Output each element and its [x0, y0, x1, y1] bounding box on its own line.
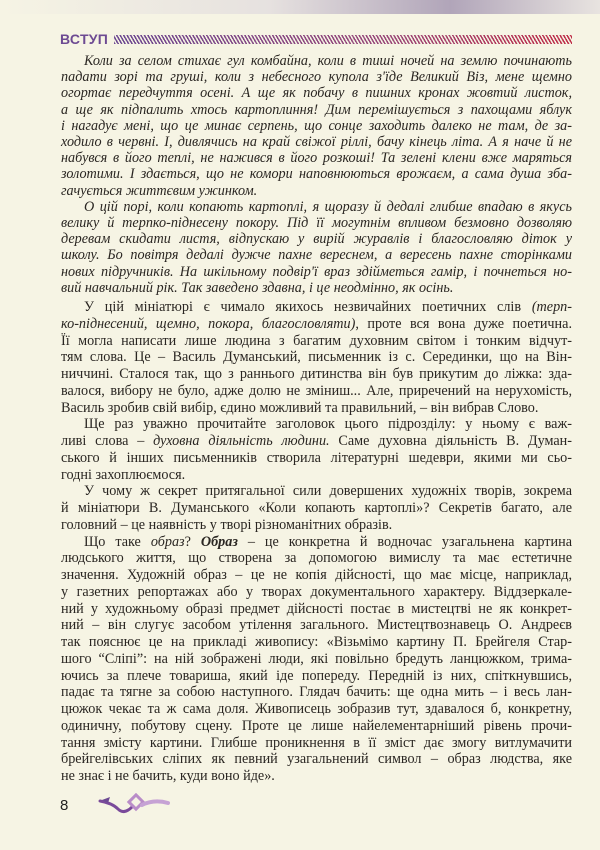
emphasized-text: ко-піднесений, щемно, покора, благословляти) — [61, 315, 356, 332]
text-line: огортає передчуття осені. А ще як побачу в пишних кронах жовтий листок, — [61, 85, 572, 102]
paragraph — [61, 299, 572, 416]
text-line: й мініатюри В. Думанського «Коли копають картоплі»? Секретів багато, але — [61, 500, 572, 517]
text-line: набувся в його теплі, не нажився в його розкоші! Та зелені клени вже маряться — [61, 150, 572, 167]
text-line: людського життя, що створена за допомогою вимислу та має естетичне — [61, 550, 572, 567]
text-line: ходило в червні. І, дивлячись на край свіжої ріллі, бачу кінець літа. А я наче й не — [61, 134, 572, 151]
text-line: Коли за селом стихає гул комбайна, коли в тиші ночей на землю починають — [84, 53, 572, 69]
text-line: вий навчальний рік. Так заведено здавна, і це неодмінно, як осінь. — [61, 279, 454, 296]
text-segment: , проте вся вона дуже поетична. — [355, 315, 572, 332]
text-line: падати зорі та груші, коли з небесного купола з'їде Великий Віз, мене щемно — [61, 69, 572, 86]
text-line: ючись за плече товариша, який іде попереду. Передній із них, спіткнувшись, — [61, 667, 572, 684]
header-stripe-divider — [114, 35, 572, 44]
emphasized-text: (терп- — [531, 299, 572, 316]
emphasized-text: образ — [150, 533, 185, 550]
text-line: годні захоплюємося. — [61, 466, 186, 483]
text-segment: Саме духовна діяльність В. Думан- — [329, 433, 572, 450]
page-body-text — [61, 53, 572, 785]
text-segment: ? — [184, 533, 201, 550]
text-line: головний – це наявність у творі різноманітних образів. — [61, 516, 393, 533]
paragraph — [61, 53, 572, 199]
section-header — [60, 30, 572, 48]
text-line: тання змісту картини. Глибше проникнення в її зміст дає змогу витлумачити — [61, 734, 572, 751]
text-line: ний у художньому образі предмет дійсності постає в мистецтві не як конкрет- — [61, 600, 572, 617]
text-line: гачується життєвим ужинком. — [61, 182, 258, 199]
emphasized-text: духовна діяльність людини. — [153, 433, 330, 450]
paragraph — [61, 483, 572, 533]
text-line: валося, вибору не було, адже долю не зміниш... Але, приречений на нерухомість, — [61, 382, 572, 399]
text-line: падає та тягне за собою наступного. Глядач бачить: ще одна мить – і весь лан- — [61, 684, 572, 701]
text-line: цюжок чекає та ж сама доля. Живописець зобразив тут, здавалося б, конкретну, — [61, 701, 572, 718]
text-line: ниччині. Сталося так, що з раннього дитинства він був прикутим до ліжка: зда- — [61, 366, 572, 383]
text-line — [61, 433, 572, 450]
text-line — [61, 534, 572, 551]
text-line: Ще раз уважно прочитайте заголовок цього підрозділу: у ньому є важ- — [84, 416, 572, 433]
paragraph — [61, 199, 572, 296]
text-segment: У цій мініатюрі є чимало якихось незвичайних поетичних слів — [84, 299, 532, 316]
page-footer — [60, 793, 170, 817]
text-line: так пояснює це на прикладі живопису: «Візьмімо картину П. Брейгеля Стар- — [61, 634, 572, 651]
text-line: У чому ж секрет притягальної сили довершених художніх творів, зокрема — [84, 483, 572, 500]
text-line: а ще як підпалить хтось картоплиння! Дим перемішується з пахощами яблук — [61, 101, 572, 118]
text-segment: ливі слова – — [61, 433, 154, 450]
text-line: деревам скидати листя, відпускаю у вирій журавлів і благословляю діток у — [61, 231, 572, 248]
text-line: ського й інших письменників створила літературні шедеври, якими ми сьо- — [61, 449, 572, 466]
page-number: 8 — [60, 796, 69, 814]
text-segment: – це конкретна й водночас узагальнена картина — [237, 533, 572, 550]
paragraph — [61, 534, 572, 785]
paragraph — [61, 416, 572, 483]
ornament-swirl-icon — [98, 793, 170, 817]
text-line: брейгелівських сліпих як певний узагальнений символ – образ людства, яке — [61, 751, 572, 768]
text-line: одиничну, побутову сцену. Проте це лише найелементарніший рівень прочи- — [61, 717, 572, 734]
text-line: ний – він слугує засобом утілення загального. Мистецтвознавець О. Андреєв — [61, 617, 572, 634]
text-line: О цій порі, коли копають картоплі, я щоразу й дедалі глибше впадаю в якусь — [84, 198, 572, 215]
text-line — [61, 299, 572, 316]
text-line: велику й терпко-піднесену покору. Під її могутнім впливом безмовно дозволяю — [61, 215, 572, 232]
text-line: значення. Художній образ – це не копія дійсності, що має місце, наприклад, — [61, 567, 572, 584]
text-line — [61, 316, 572, 333]
text-line: не знає і не бачить, куди воно йде». — [61, 768, 275, 785]
text-line: і нагадує мені, що це минає серпень, що сонце заходить далеко не там, де за- — [61, 117, 572, 134]
page-edge-shading — [0, 0, 600, 14]
text-line: золотими. І здається, що не комори наповнюються врожаєм, а сама душа зба- — [61, 166, 572, 183]
text-line: шого “Сліпі”: на ній зображені люди, які повільно бредуть ланцюжком, трима- — [61, 650, 572, 667]
emphasized-text: Образ — [200, 533, 238, 550]
text-line: тям слова. Це – Василь Думанський, письменник із с. Серединки, що на Він- — [61, 349, 572, 366]
text-line: у газетних репортажах або у творах документального характеру. Віддзеркале- — [61, 583, 572, 600]
text-segment: Що таке — [84, 533, 151, 550]
text-line: Василь зробив свій вибір, єдино можливий та правильний, – він вибрав Слово. — [61, 399, 539, 416]
text-line: школу. Бо повітря дедалі дужче пахне вереснем, а вересень пахне сторінками — [61, 247, 572, 264]
text-line: нових підручників. На шкільному подвір'ї враз здійметься гамір, і почнеться но- — [61, 263, 572, 280]
text-line: Її могла написати лише людина з багатим духовним світом і тонким відчут- — [61, 332, 572, 349]
section-title: ВСТУП — [60, 31, 109, 47]
